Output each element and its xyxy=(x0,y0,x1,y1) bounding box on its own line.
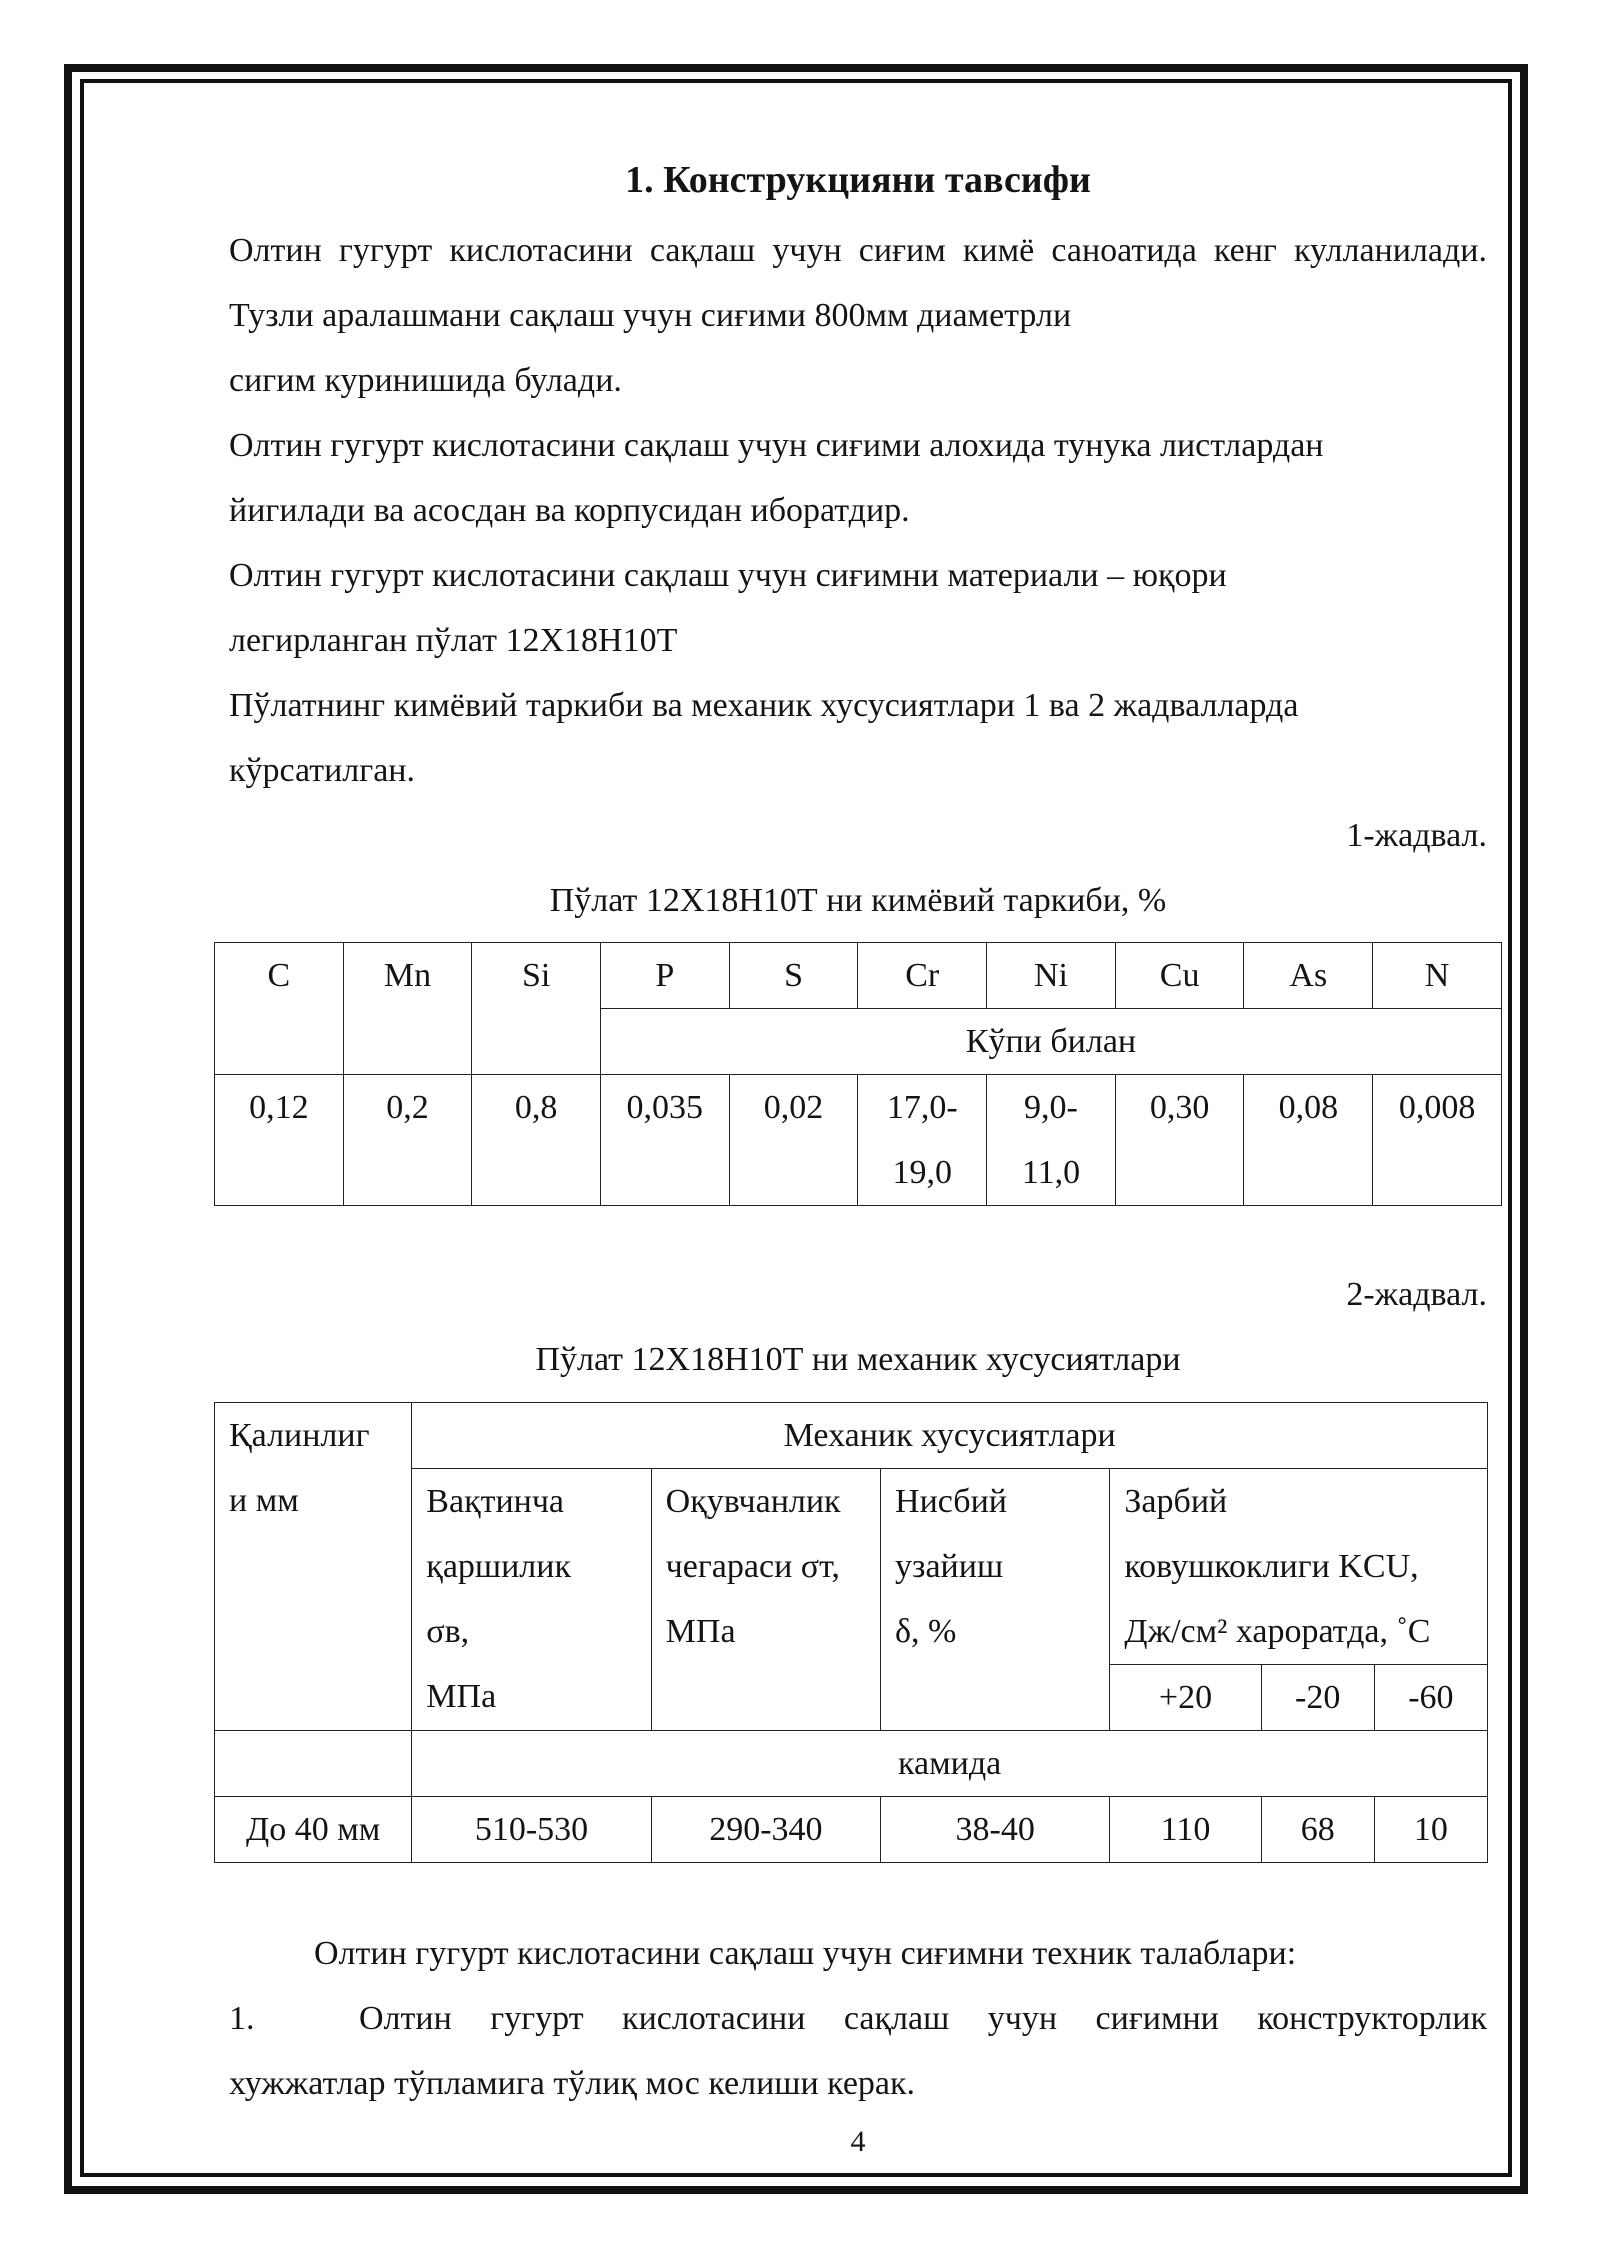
section-title: 1. Конструкцияни тавсифи xyxy=(625,159,1091,201)
col2-line2: чегараси σт, xyxy=(665,1548,840,1585)
empty-cell xyxy=(215,1731,412,1797)
tensile-strength-header xyxy=(412,1469,651,1731)
value-p: 0,035 xyxy=(600,1075,729,1206)
min-label: камида xyxy=(412,1731,1488,1797)
row-kcu-plus20: 110 xyxy=(1110,1797,1261,1863)
requirement-item-1-line1-row xyxy=(229,1986,1487,2051)
requirement-item-1-line2: хужжатлар тўпламига тўлиқ мос келиши керак. xyxy=(229,2065,916,2102)
requirement-item-1-line1: Олтин гугурт кислотасини сақлаш учун сиғимни конструкторлик xyxy=(359,2000,1487,2037)
value-n: 0,008 xyxy=(1373,1075,1502,1206)
row-kcu-minus60: 10 xyxy=(1374,1797,1487,1863)
value-mn: 0,2 xyxy=(343,1075,472,1206)
mechanical-properties-header: Механик хусусиятлари xyxy=(412,1403,1488,1469)
col4-line3: Дж/см² хароратда, ˚С xyxy=(1124,1613,1431,1650)
col2-line3: МПа xyxy=(665,1613,736,1650)
paragraph-3-text: Олтин гугурт кислотасини сақлаш учун сиғимни материали – юқори xyxy=(229,557,1227,594)
elongation-header xyxy=(881,1469,1110,1731)
paragraph-3-end: легирланган пўлат 12Х18Н10Т xyxy=(229,622,678,659)
col4-line2: ковушкоклиги KCU, xyxy=(1124,1548,1419,1585)
row-kcu-minus20: 68 xyxy=(1261,1797,1374,1863)
header-mn: Mn xyxy=(343,943,472,1075)
paragraph-2-end: йигилади ва асосдан ва корпусидан иборатдир. xyxy=(229,492,910,529)
value-cr-line1: 17,0- xyxy=(886,1089,958,1126)
header-ni: Ni xyxy=(987,943,1116,1009)
col2-line1: Оқувчанлик xyxy=(665,1483,841,1520)
paragraph-4 xyxy=(229,673,1487,803)
header-cu: Cu xyxy=(1115,943,1244,1009)
header-cr: Cr xyxy=(858,943,987,1009)
paragraph-3 xyxy=(229,543,1487,673)
mechanical-properties-table xyxy=(214,1402,1488,1863)
value-ni-line2: 11,0 xyxy=(1021,1154,1081,1191)
col4-line1: Зарбий xyxy=(1124,1483,1228,1520)
paragraph-4-text: Пўлатнинг кимёвий таркиби ва механик хусусиятлари 1 ва 2 жадвалларда xyxy=(229,687,1299,724)
paragraph-4-end: кўрсатилган. xyxy=(229,752,415,789)
requirements-heading: Олтин гугурт кислотасини сақлаш учун сиғимни техник талаблари: xyxy=(314,1935,1297,1972)
thickness-header-line2: и мм xyxy=(229,1482,299,1519)
row-elongation: 38-40 xyxy=(881,1797,1110,1863)
col1-line1: Вақтинча xyxy=(426,1483,565,1520)
col1-line4: МПа xyxy=(426,1678,497,1715)
yield-strength-header xyxy=(651,1469,880,1731)
value-ni xyxy=(987,1075,1116,1206)
value-si: 0,8 xyxy=(472,1075,601,1206)
temp-minus60: -60 xyxy=(1374,1665,1487,1731)
table1-caption: Пўлат 12Х18Н10Т ни кимёвий таркиби, % xyxy=(549,882,1167,919)
paragraph-1-text: Олтин гугурт кислотасини сақлаш учун сиғим кимё саноатида кенг кулланилади. Тузли аралашмани сақлаш учун сиғими 800мм диаметрли xyxy=(229,232,1487,334)
row-yield: 290-340 xyxy=(651,1797,880,1863)
page-number: 4 xyxy=(850,2125,866,2158)
header-p: P xyxy=(600,943,729,1009)
value-cr-line2: 19,0 xyxy=(892,1154,952,1191)
col3-line2: узайиш xyxy=(895,1548,1004,1585)
row-thickness: До 40 мм xyxy=(215,1797,412,1863)
col1-line2: қаршилик xyxy=(426,1548,571,1585)
header-s: S xyxy=(729,943,858,1009)
value-c: 0,12 xyxy=(215,1075,344,1206)
value-as: 0,08 xyxy=(1244,1075,1373,1206)
value-s: 0,02 xyxy=(729,1075,858,1206)
requirement-item-1 xyxy=(229,1986,1487,2116)
requirement-item-1-number: 1. xyxy=(229,2000,255,2037)
paragraph-1 xyxy=(229,218,1487,413)
thickness-header xyxy=(215,1403,412,1731)
paragraph-1-end: сигим куринишида булади. xyxy=(229,362,622,399)
col3-line3: δ, % xyxy=(895,1613,957,1650)
paragraph-2 xyxy=(229,413,1487,543)
header-c: C xyxy=(215,943,344,1075)
subheader-max: Кўпи билан xyxy=(600,1009,1501,1075)
col3-line1: Нисбий xyxy=(895,1483,1007,1520)
col1-line3: σв, xyxy=(426,1613,470,1650)
header-n: N xyxy=(1373,943,1502,1009)
header-si: Si xyxy=(472,943,601,1075)
row-tensile: 510-530 xyxy=(412,1797,651,1863)
paragraph-2-text: Олтин гугурт кислотасини сақлаш учун сиғими алохида тунука листлардан xyxy=(229,427,1324,464)
table2-label: 2-жадвал. xyxy=(1346,1276,1487,1313)
temp-plus20: +20 xyxy=(1110,1665,1261,1731)
temp-minus20: -20 xyxy=(1261,1665,1374,1731)
thickness-header-line1: Қалинлиг xyxy=(229,1417,370,1454)
header-as: As xyxy=(1244,943,1373,1009)
chemical-composition-table xyxy=(214,942,1502,1206)
impact-toughness-header xyxy=(1110,1469,1488,1665)
table2-caption: Пўлат 12Х18Н10Т ни механик хусусиятлари xyxy=(535,1341,1181,1378)
value-cu: 0,30 xyxy=(1115,1075,1244,1206)
table1-label: 1-жадвал. xyxy=(1346,817,1487,854)
value-ni-line1: 9,0- xyxy=(1024,1089,1078,1126)
value-cr xyxy=(858,1075,987,1206)
